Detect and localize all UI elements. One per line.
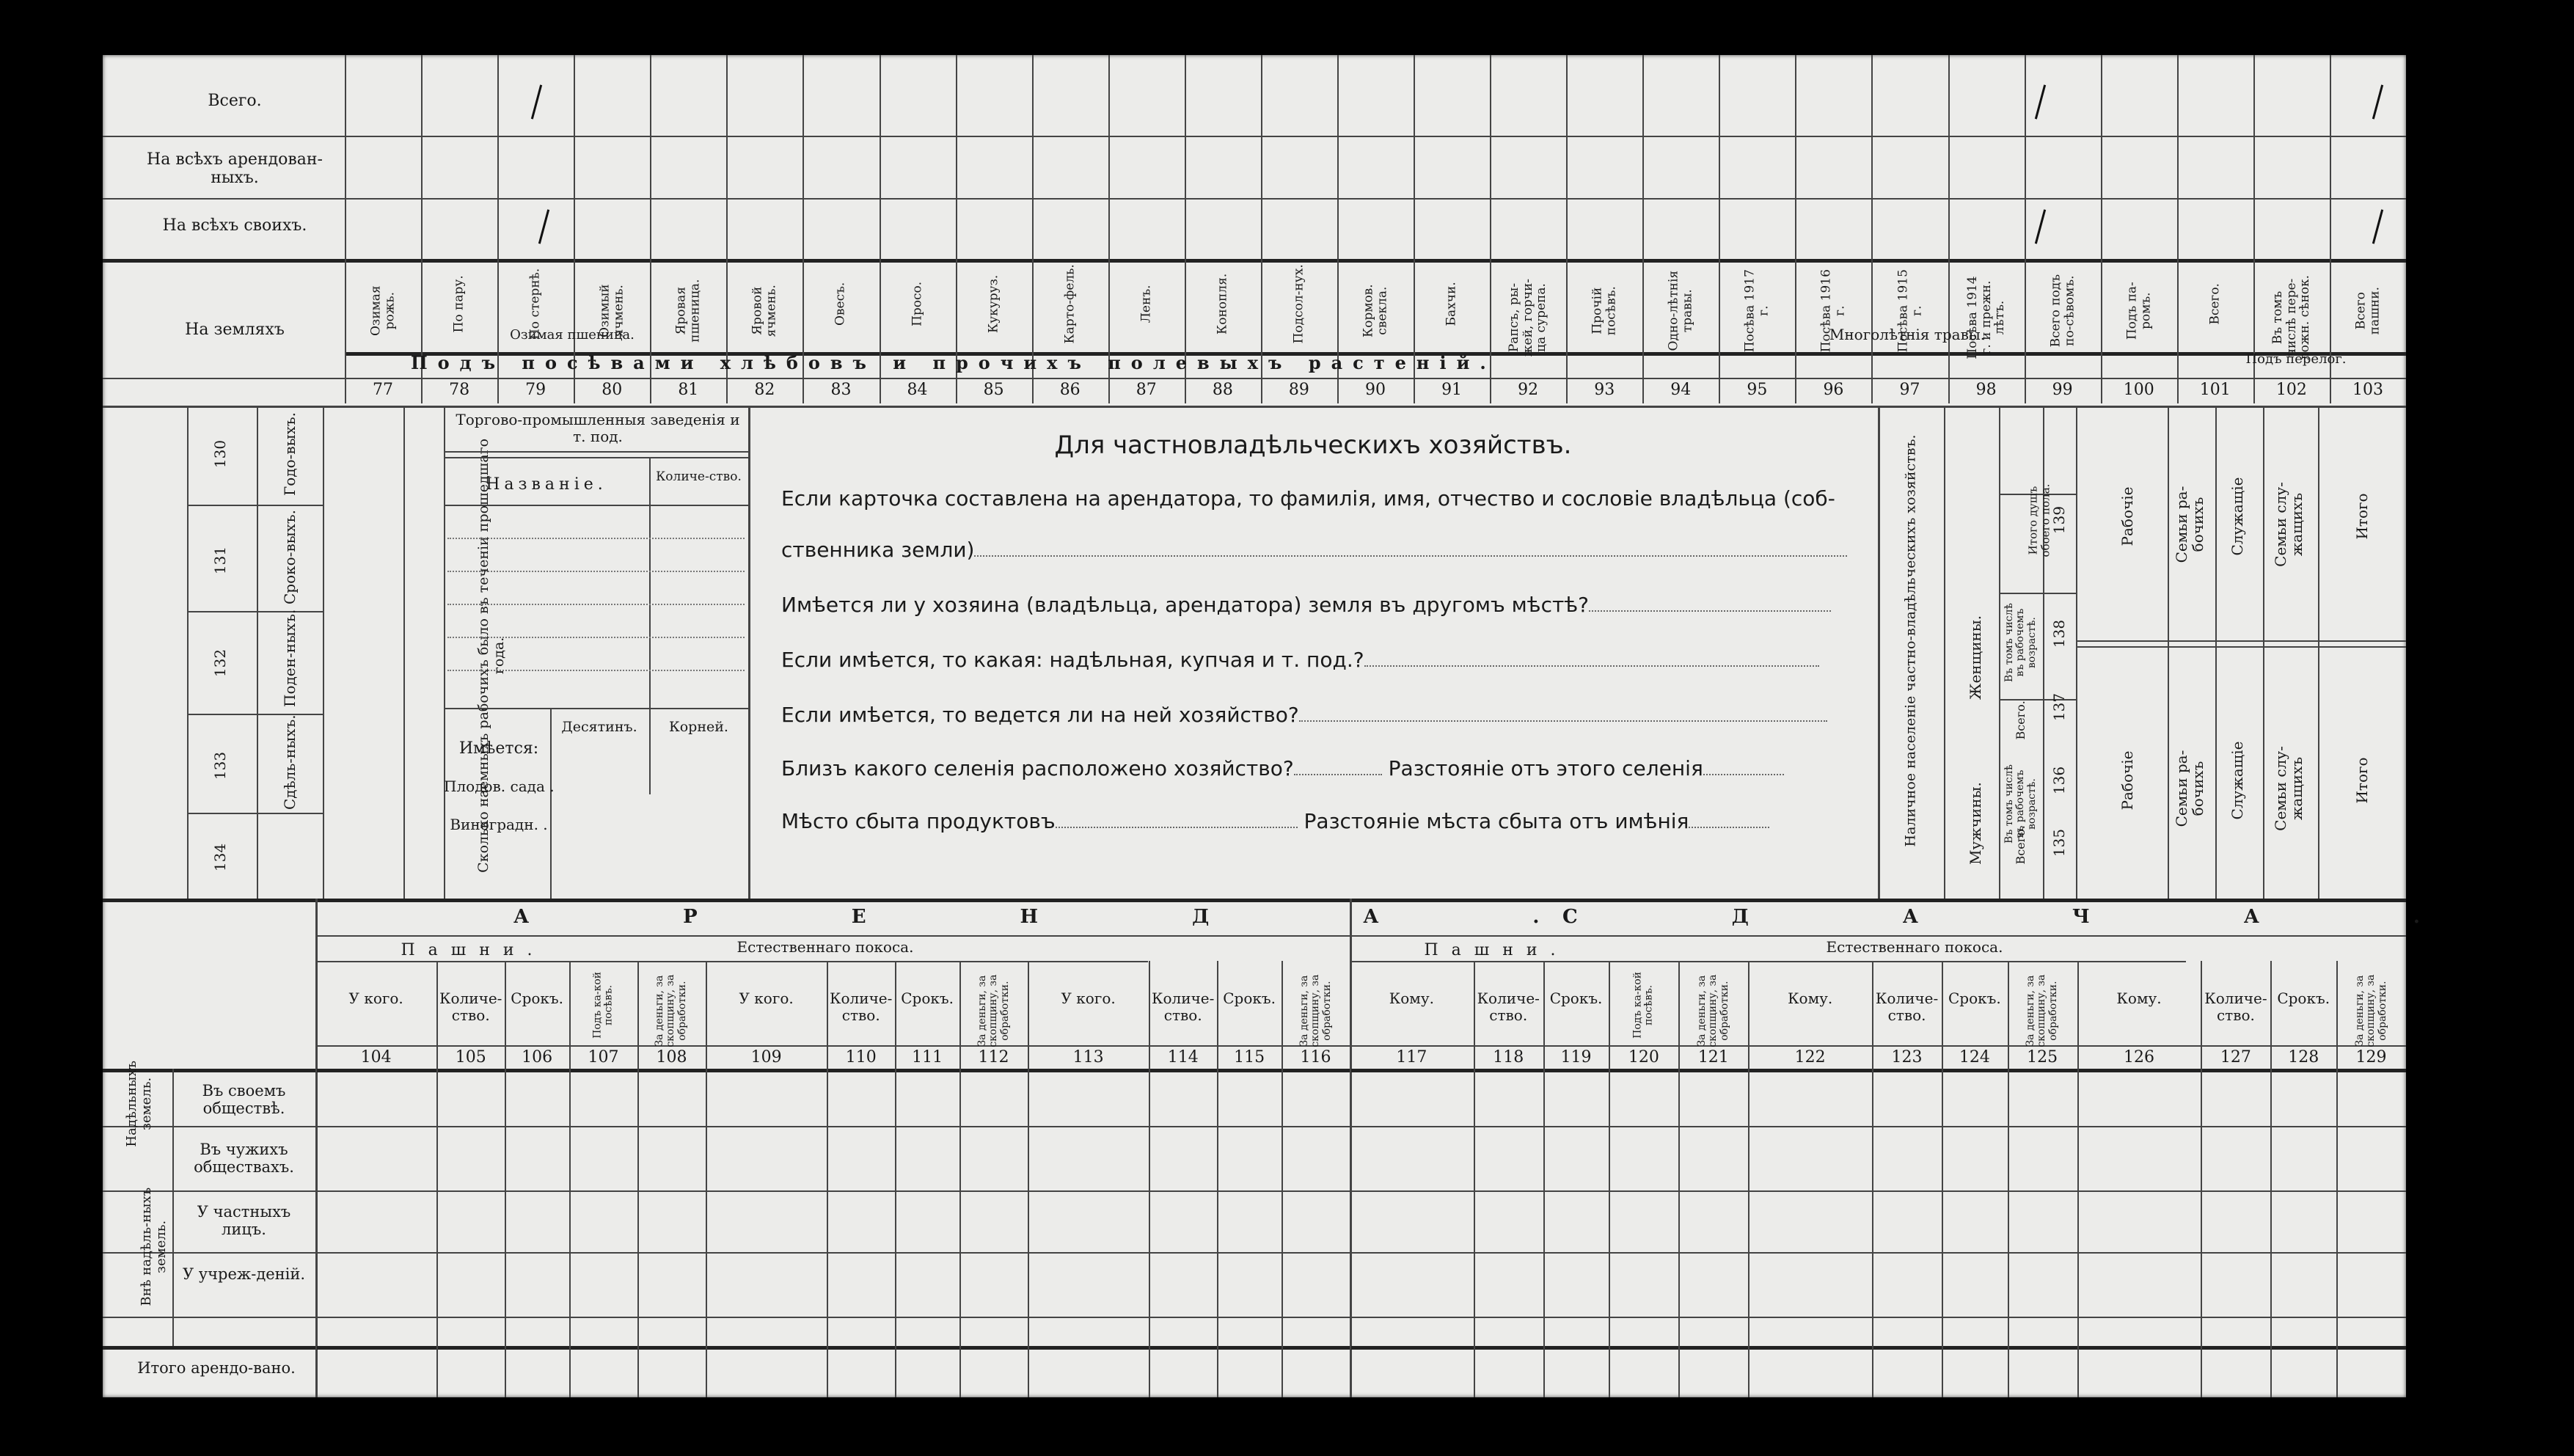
lease-col-number: 111	[912, 1048, 943, 1067]
arenda-title: АРЕНДА.	[513, 906, 1694, 928]
lease-col-number: 104	[360, 1048, 392, 1067]
crop-header: Яровая пшеница.	[673, 279, 703, 343]
worker-piece: Сдѣль-ныхъ.	[281, 714, 299, 810]
lease-col-number: 122	[1794, 1048, 1826, 1067]
crop-col-number: 89	[1288, 381, 1309, 399]
crop-header: Конопля.	[1215, 273, 1230, 334]
worker-num-132: 132	[211, 648, 229, 678]
pop-num-137: 137	[2050, 692, 2068, 722]
crop-header: По пару.	[451, 275, 467, 333]
private-q1	[781, 486, 1835, 511]
pencil-mark	[2372, 209, 2383, 244]
group-nadel: Надѣльныхъ земель.	[124, 1061, 154, 1147]
lease-col-number: 114	[1167, 1048, 1199, 1067]
lease-col-line	[1609, 961, 1610, 1397]
crop-col-line	[880, 55, 881, 403]
crop-col-number: 95	[1747, 381, 1768, 399]
crop-col-line	[1414, 55, 1415, 403]
crop-header: Ленъ.	[1138, 285, 1154, 323]
lease-col-number: 118	[1493, 1048, 1524, 1067]
pop-num-135: 135	[2050, 828, 2068, 857]
private-q5b-text: Разстояніе отъ этого селенія	[1388, 756, 1703, 780]
worker-daily: Поден-ныхъ.	[281, 609, 299, 707]
lease-col-line	[2336, 961, 2338, 1397]
arenda-pashni: Пашни.	[401, 941, 546, 959]
lease-col-line	[1149, 961, 1150, 1397]
lease-col-header: У кого.	[739, 989, 794, 1007]
lease-col-line	[1028, 961, 1029, 1397]
lease-col-number: 113	[1072, 1048, 1104, 1067]
lease-col-header: Количе-ство.	[2204, 989, 2267, 1024]
lease-col-header: Кому.	[2116, 989, 2162, 1007]
crop-header: Посѣва 1916 г.	[1818, 269, 1848, 353]
pop-men-total: Всего.	[2014, 825, 2028, 865]
middle-section	[103, 406, 2406, 899]
lease-col-number: 127	[2220, 1048, 2251, 1067]
pencil-mark	[2372, 84, 2383, 119]
mnogolet-group-label: Многолѣтнія травы.	[1829, 326, 1986, 343]
sdacha-pashni: Пашни.	[1424, 941, 1569, 959]
crop-col-number: 87	[1136, 381, 1157, 399]
lease-col-header: Срокъ.	[2277, 989, 2330, 1007]
row-label-own: На всѣхъ своихъ.	[162, 216, 307, 235]
trade-roots-col: Корней.	[669, 719, 728, 735]
arenda-pokos: Естественнаго покоса.	[736, 938, 914, 956]
crop-header: По стернѣ.	[527, 268, 543, 340]
crop-col-line	[956, 55, 957, 403]
lease-col-header: За деньги, за скопщину, за обработки.	[1695, 974, 1730, 1047]
lease-col-header: Количе-ство.	[439, 989, 502, 1024]
crop-col-line	[1719, 55, 1720, 403]
crop-col-number: 102	[2275, 381, 2307, 399]
crop-col-line	[1261, 55, 1262, 403]
worker-yearly: Годо-выхъ.	[281, 412, 299, 496]
private-q1b-text: ственника земли)	[781, 538, 975, 562]
employee-families-col-top: Семьи слу-жащихъ	[2272, 482, 2306, 567]
row-private-persons: У частныхъ лицъ.	[197, 1203, 291, 1239]
crop-header: Всего.	[2207, 283, 2223, 325]
crop-col-line	[2025, 55, 2026, 403]
crop-col-number: 77	[373, 381, 394, 399]
row-institutions: У учреж-деній.	[182, 1265, 306, 1283]
trade-qty-col: Количе-ство.	[656, 469, 742, 484]
lease-col-number: 125	[2027, 1048, 2058, 1067]
crop-col-number: 80	[602, 381, 623, 399]
lease-col-header: Количе-ство.	[1477, 989, 1540, 1024]
lease-col-number: 115	[1234, 1048, 1265, 1067]
employee-families-col-bottom: Семьи слу-жащихъ	[2272, 746, 2306, 831]
pop-num-136: 136	[2050, 766, 2068, 795]
lease-col-number: 112	[978, 1048, 1009, 1067]
trade-has-label: Имѣется:	[458, 739, 539, 758]
crop-col-number: 98	[1975, 381, 1997, 399]
lease-col-header: Срокъ.	[511, 989, 563, 1007]
workers-side-label: Сколько наемныхъ рабочихъ было въ теченіи прошедшаго года.	[475, 438, 507, 873]
total-col-bottom: Итого	[2353, 757, 2371, 804]
lease-col-line	[315, 961, 317, 1397]
private-q6b-text: Разстояніе мѣста сбыта отъ имѣнія	[1304, 809, 1689, 833]
crop-col-number: 94	[1670, 381, 1692, 399]
pencil-mark	[531, 84, 542, 119]
private-q5-text: Близъ какого селенія расположено хозяйство?	[781, 756, 1294, 780]
private-q1-text: Если карточка составлена на арендатора, то фамилія, имя, отчество и сословіе владѣльца (соб-	[781, 486, 1835, 511]
lease-col-number: 120	[1628, 1048, 1659, 1067]
private-title: Для частновладѣльческихъ хозяйствъ.	[1054, 431, 1572, 460]
row-label-lands: На земляхъ	[185, 321, 285, 339]
crop-col-number: 101	[2199, 381, 2231, 399]
crop-header: Въ томъ числѣ пере-ложн. сѣнок.	[2270, 274, 2313, 361]
lease-col-line	[1942, 961, 1943, 1397]
crop-col-line	[574, 55, 575, 403]
private-q1b	[781, 538, 1847, 562]
pop-total-souls: Итого душъ обоего пола.	[2026, 483, 2052, 557]
lease-col-number: 123	[1891, 1048, 1923, 1067]
crop-col-number: 85	[983, 381, 1004, 399]
worker-num-131: 131	[211, 546, 229, 575]
private-q6-text: Мѣсто сбыта продуктовъ	[781, 809, 1056, 833]
crop-col-line	[345, 55, 346, 403]
crop-header: Посѣва 1917 г.	[1742, 269, 1772, 353]
crop-col-number: 79	[525, 381, 546, 399]
lease-col-line	[436, 961, 438, 1397]
population-side-label: Наличное населеніе частно-владѣльческихъ хозяйствъ.	[1902, 434, 1919, 847]
crop-header: Карто-фель.	[1062, 264, 1078, 344]
lease-col-header: За деньги, за скопщину, за обработки.	[1298, 974, 1333, 1047]
crop-header: Прочій посѣвъ.	[1590, 286, 1619, 336]
crop-header: Озимая рожь.	[368, 285, 398, 336]
pencil-mark	[538, 209, 549, 244]
crop-header: Кукуруз.	[986, 274, 1001, 334]
lease-col-line	[706, 961, 707, 1397]
crop-col-number: 91	[1441, 381, 1463, 399]
crop-col-line	[1566, 55, 1568, 403]
pop-num-138: 138	[2050, 619, 2068, 648]
lease-col-header: Кому.	[1389, 989, 1434, 1007]
trade-vineyard: Виноградн. .	[450, 816, 548, 833]
crop-col-number: 92	[1518, 381, 1539, 399]
lease-col-header: Срокъ.	[1549, 989, 1603, 1007]
lease-col-header: Количе-ство.	[1875, 989, 1939, 1024]
lease-col-header: Кому.	[1788, 989, 1833, 1007]
crop-col-line	[802, 55, 804, 403]
private-q3-text: Если имѣется, то какая: надѣльная, купчая и т. под.?	[781, 648, 1364, 672]
private-q3	[781, 648, 1819, 672]
crop-header: Одно-лѣтнія травы.	[1666, 270, 1695, 351]
pop-women-total: Всего.	[2014, 700, 2028, 740]
crop-header: Просо.	[910, 281, 925, 326]
row-own-community: Въ своемъ обществѣ.	[202, 1082, 286, 1118]
trade-title: Торгово-промышленныя заведенія и т. под.	[456, 411, 740, 445]
private-q6	[781, 809, 1769, 833]
crop-col-line	[497, 55, 499, 403]
lease-col-number: 106	[522, 1048, 553, 1067]
worker-families-col-top: Семьи ра-бочихъ	[2173, 486, 2206, 563]
crop-col-line	[2101, 55, 2102, 403]
crop-col-number: 100	[2123, 381, 2154, 399]
total-col-top: Итого	[2353, 493, 2371, 540]
private-q2-text: Имѣется ли у хозяина (владѣльца, арендатора) земля въ другомъ мѣстѣ?	[781, 593, 1589, 617]
row-label-total: Всего.	[208, 92, 262, 110]
sdacha-title: СДАЧА.	[1562, 906, 2574, 928]
census-card	[103, 55, 2574, 1397]
pencil-mark	[2035, 209, 2046, 244]
lease-col-header: Срокъ.	[901, 989, 954, 1007]
pop-women: Женщины.	[1967, 615, 1984, 700]
pencil-mark	[2035, 84, 2046, 119]
lease-col-header: За деньги, за скопщину, за обработки.	[2025, 974, 2059, 1047]
crop-col-line	[1948, 55, 1950, 403]
lease-col-line	[2201, 961, 2202, 1397]
sdacha-pokos: Естественнаго покоса.	[1826, 938, 2003, 956]
crop-header: Подъ па-ромъ.	[2124, 282, 2153, 340]
worker-families-col-bottom: Семьи ра-бочихъ	[2173, 750, 2206, 827]
lease-col-number: 110	[845, 1048, 877, 1067]
crop-col-number: 96	[1823, 381, 1844, 399]
lease-col-line	[2008, 961, 2009, 1397]
crop-col-line	[1108, 55, 1110, 403]
lease-col-number: 121	[1697, 1048, 1729, 1067]
crop-col-number: 83	[830, 381, 852, 399]
crop-col-line	[1490, 55, 1491, 403]
row-total-leased: Итого арендо-вано.	[137, 1359, 296, 1377]
crop-header: Всего пашни.	[2353, 287, 2382, 335]
crop-col-number: 88	[1212, 381, 1233, 399]
workers-col-top: Рабочіе	[2118, 486, 2136, 546]
lease-col-header: Срокъ.	[1223, 989, 1276, 1007]
lease-col-line	[827, 961, 828, 1397]
ozimaya-group-label: Озимая пшеница.	[510, 327, 635, 343]
lease-col-header: За деньги, за скопщину, за обработки.	[654, 974, 689, 1047]
crop-col-line	[421, 55, 423, 403]
private-q4-text: Если имѣется, то ведется ли на ней хозяйство?	[781, 703, 1299, 727]
pop-women-working: Въ томъ числѣ въ рабочемъ возрастѣ.	[2003, 603, 2038, 683]
lease-col-header: Подъ ка-кой посѣвъ.	[591, 971, 615, 1039]
top-grid	[103, 55, 2406, 403]
lease-col-header: Количе-ство.	[1152, 989, 1215, 1024]
lease-col-line	[1474, 961, 1475, 1397]
crop-col-line	[650, 55, 651, 403]
worker-num-130: 130	[211, 439, 229, 469]
crop-col-number: 90	[1364, 381, 1386, 399]
trade-name-col: Названіе.	[486, 475, 607, 494]
lease-col-line	[1678, 961, 1680, 1397]
crop-header: Рапсъ, ры-жей, горчи-ца сурепа.	[1507, 278, 1549, 357]
crop-col-number: 99	[2052, 381, 2073, 399]
crop-col-line	[1337, 55, 1339, 403]
crop-col-number: 84	[907, 381, 928, 399]
lease-col-number: 119	[1560, 1048, 1592, 1067]
crop-col-line	[1185, 55, 1186, 403]
crop-col-number: 93	[1594, 381, 1615, 399]
lease-col-line	[569, 961, 571, 1397]
crop-col-line	[1871, 55, 1873, 403]
lease-col-number: 107	[588, 1048, 619, 1067]
lease-col-line	[505, 961, 506, 1397]
pop-num-139: 139	[2050, 505, 2068, 535]
lease-col-number: 109	[750, 1048, 782, 1067]
private-q5	[781, 756, 1784, 780]
workers-col-bottom: Рабочіе	[2118, 750, 2136, 811]
crop-col-line	[1795, 55, 1796, 403]
crop-col-number: 81	[678, 381, 699, 399]
lease-col-line	[1748, 961, 1749, 1397]
crop-header: Посѣва 1915 г.	[1895, 269, 1924, 353]
crop-col-number: 78	[449, 381, 470, 399]
pop-men-working: Въ томъ числѣ въ рабочемъ возрастѣ.	[2003, 764, 2038, 844]
lease-col-line	[1350, 961, 1351, 1397]
worker-num-134: 134	[211, 843, 229, 872]
crop-header: Всего подъ по-сѣвомъ.	[2047, 274, 2077, 348]
lease-col-line	[895, 961, 896, 1397]
lease-col-number: 117	[1396, 1048, 1427, 1067]
crop-header: Кормов. свекла.	[1361, 284, 1389, 338]
crop-col-number: 103	[2352, 381, 2383, 399]
lease-col-number: 105	[455, 1048, 486, 1067]
lease-col-line	[959, 961, 961, 1397]
crop-col-line	[1642, 55, 1644, 403]
lease-col-line	[2077, 961, 2079, 1397]
lease-col-number: 124	[1959, 1048, 1990, 1067]
employees-col-top: Служащіе	[2229, 477, 2246, 556]
employees-col-bottom: Служащіе	[2229, 741, 2246, 820]
crop-header: Посѣва 1914 г. и прежн. лѣтъ.	[1964, 276, 2007, 359]
crop-col-number: 82	[754, 381, 775, 399]
lease-col-header: Срокъ.	[1948, 989, 2001, 1007]
row-label-rented: На всѣхъ арендован- ныхъ.	[147, 150, 323, 188]
crop-col-line	[1032, 55, 1034, 403]
crop-col-number: 97	[1899, 381, 1920, 399]
lease-col-number: 128	[2288, 1048, 2319, 1067]
row-other-communities: Въ чужихъ обществахъ.	[194, 1141, 294, 1177]
lease-col-line	[637, 961, 639, 1397]
worker-num-133: 133	[211, 751, 229, 780]
lease-col-line	[1543, 961, 1545, 1397]
lease-col-line	[2270, 961, 2272, 1397]
lease-col-header: У кого.	[1061, 989, 1116, 1007]
crop-col-number: 86	[1059, 381, 1081, 399]
group-vne-nadel: Внѣ надѣль-ныхъ земель.	[139, 1187, 169, 1306]
crop-col-line	[726, 55, 728, 403]
crop-header: Овесъ.	[833, 282, 849, 326]
crop-header: Подсол-нух.	[1291, 264, 1306, 344]
lease-col-line	[1281, 961, 1283, 1397]
trade-desyatin-col: Десятинъ.	[561, 719, 637, 735]
trade-orchard: Плодов. сада .	[444, 778, 555, 795]
crop-header: Яровой ячмень.	[750, 285, 779, 337]
lease-col-header: Количе-ство.	[830, 989, 893, 1024]
lease-col-number: 129	[2355, 1048, 2387, 1067]
crop-header: Озимый ячмень.	[597, 284, 626, 337]
private-q4	[781, 703, 1827, 727]
crop-col-line	[2177, 55, 2179, 403]
lease-col-number: 116	[1300, 1048, 1331, 1067]
lease-col-header: Подъ ка-кой посѣвъ.	[1631, 971, 1655, 1039]
perelog-group-label: Подъ перелог.	[2245, 351, 2347, 367]
pop-men: Мужчины.	[1967, 782, 1984, 865]
lease-col-line	[1872, 961, 1873, 1397]
crop-header: Бахчи.	[1444, 282, 1459, 326]
lease-col-header: У кого.	[348, 989, 403, 1007]
crops-section-title: Подъ посѣвами хлѣбовъ и прочихъ полевыхъ растеній.	[411, 352, 1496, 373]
worker-term: Сроко-выхъ.	[281, 510, 299, 604]
lease-col-number: 108	[656, 1048, 687, 1067]
lease-col-header: За деньги, за скопщину, за обработки.	[2353, 974, 2388, 1047]
lease-col-line	[1217, 961, 1218, 1397]
lease-col-number: 126	[2124, 1048, 2155, 1067]
lease-col-header: За деньги, за скопщину, за обработки.	[976, 974, 1011, 1047]
private-q2	[781, 593, 1831, 617]
lease-section	[103, 899, 2574, 1397]
